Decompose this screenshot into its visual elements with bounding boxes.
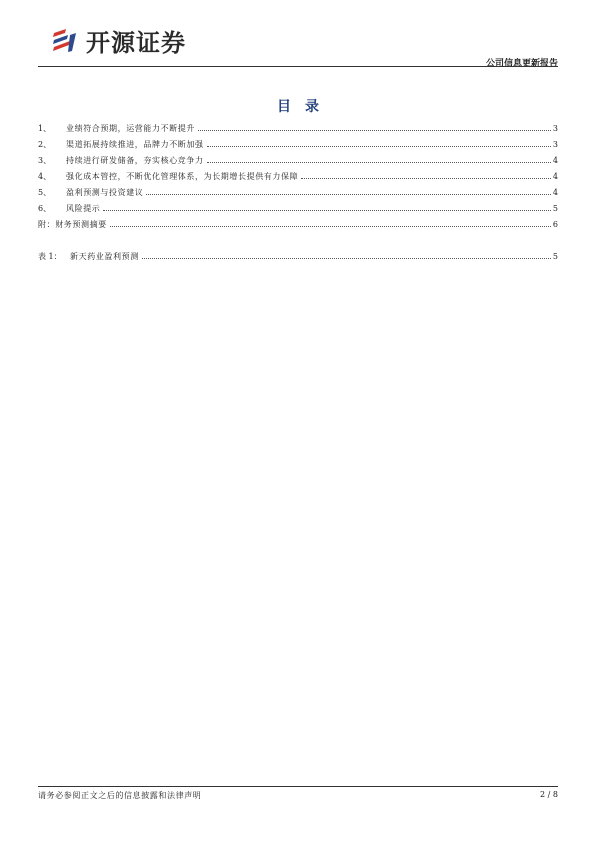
header-divider [38,66,558,67]
toc-entry-page: 3 [552,124,558,133]
toc-entry[interactable] [38,139,558,155]
toc-title: 目录 [277,99,333,115]
toc-leader-dots [146,194,551,195]
logo-text: 开源证券 [86,28,186,57]
toc-entry-number: 1、 [38,124,52,133]
toc-entry-page: 4 [552,188,558,197]
toc-leader-dots [207,162,551,163]
kaiyuan-logo-icon [50,25,80,55]
toc-entry-title: 强化成本管控，不断优化管理体系，为长期增长提供有力保障 [66,172,299,181]
toc-leader-dots [103,210,551,211]
toc-entry[interactable] [38,155,558,171]
table-list-entry[interactable] [38,251,558,267]
toc-entry-title: 风险提示 [66,204,101,213]
company-logo [50,22,186,58]
toc-entry-page: 4 [552,156,558,165]
toc-entry-number: 3、 [38,156,52,165]
toc-entry[interactable] [38,123,558,139]
table-entry-number: 表 1： [38,252,62,261]
report-type-label: 公司信息更新报告 [485,59,558,69]
toc-entry-page: 6 [552,220,558,229]
toc-entry-title: 业绩符合预期，运营能力不断提升 [66,124,195,133]
toc-entry-page: 5 [552,204,558,213]
toc-entry-page: 4 [552,172,558,181]
footer-disclaimer: 请务必参阅正文之后的信息披露和法律声明 [38,791,202,800]
toc-entry-title: 盈利预测与投资建议 [66,188,144,197]
table-of-contents [38,123,558,235]
toc-leader-dots [142,258,551,259]
toc-entry-title: 渠道拓展持续推进，品牌力不断加强 [66,140,204,149]
page-number: 2 / 8 [540,790,558,799]
toc-leader-dots [110,226,551,227]
toc-leader-dots [198,130,551,131]
toc-entry[interactable] [38,171,558,187]
toc-entry-appendix[interactable] [38,219,558,235]
toc-leader-dots [301,178,551,179]
toc-entry-page: 3 [552,140,558,149]
toc-entry-number: 4、 [38,172,52,181]
toc-entry-number: 2、 [38,140,52,149]
toc-entry-title: 附：财务预测摘要 [38,220,107,229]
table-entry-title: 新天药业盈利预测 [70,252,139,261]
table-entry-page: 5 [552,252,558,261]
toc-entry-number: 5、 [38,188,52,197]
page-header [38,18,558,68]
footer-divider [38,786,558,787]
toc-entry[interactable] [38,203,558,219]
list-of-tables [38,251,558,267]
toc-entry[interactable] [38,187,558,203]
toc-entry-number: 6、 [38,204,52,213]
toc-leader-dots [207,146,551,147]
toc-entry-title: 持续进行研发储备，夯实核心竞争力 [66,156,204,165]
